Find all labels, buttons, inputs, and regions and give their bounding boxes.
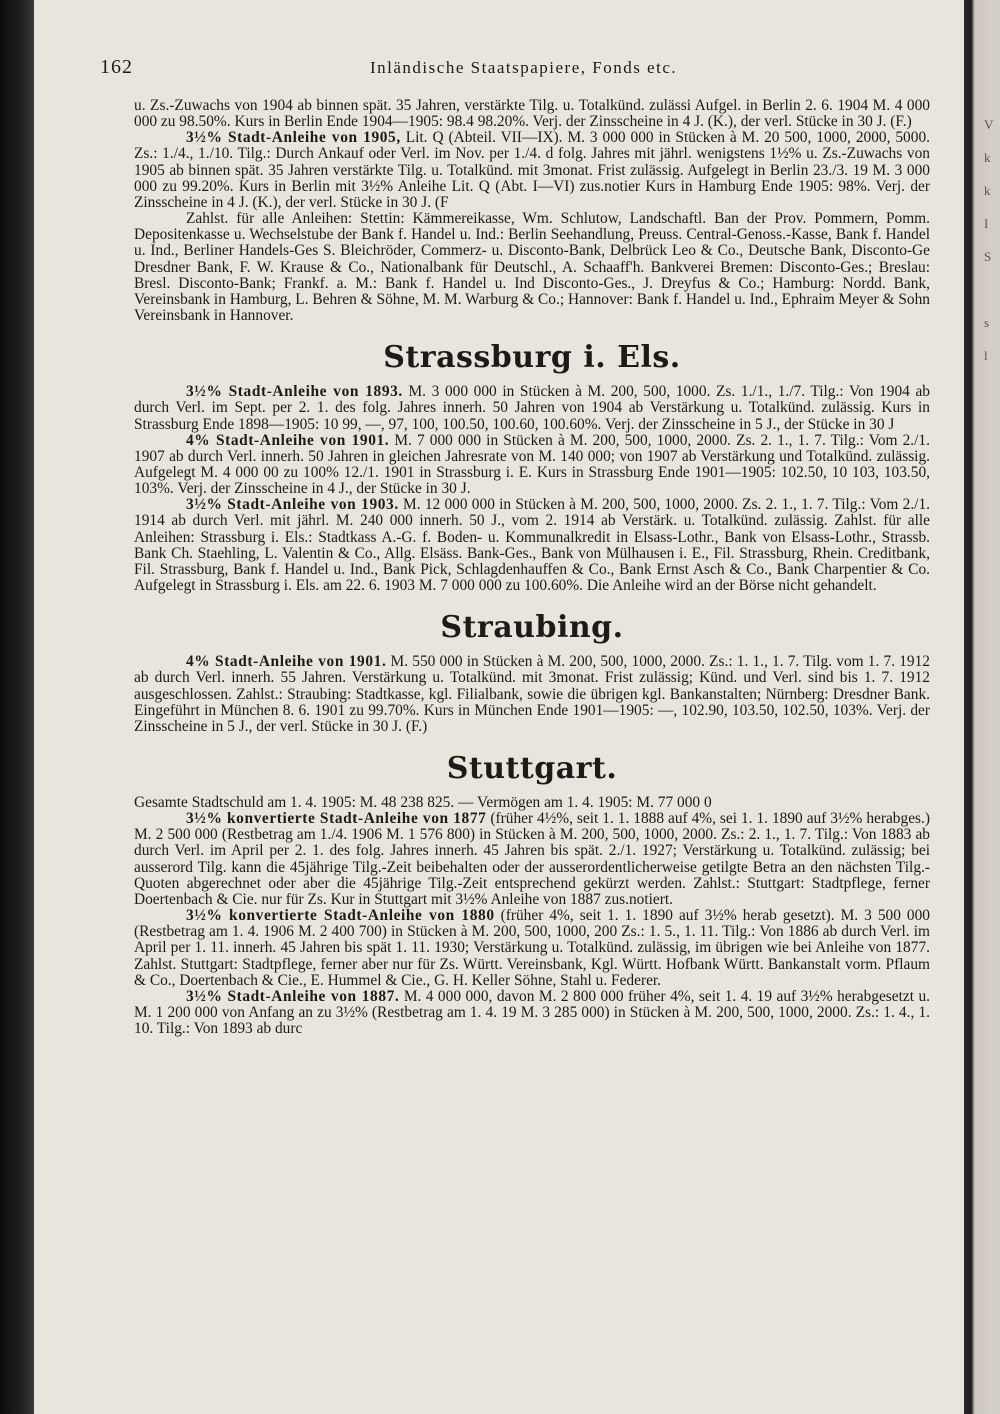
loan-text: M. 12 000 000 in Stücken à M. 200, 500, 1000, 2000. Zs. 2. 1., 1. 7. Tilg.: Vom 2./1. 1914 ab durch Verl. mit jährl. M. 240 000 innerh. 50 J., vom 2. 1914 ab Verstärk. u. Totalkünd. zulässig. Zahlst. für alle Anleihen: Strassburg i. Els.: Stadtkass A.-G. f. Boden- u. Kommunalkredit in Elsass-Lothr., Bank von Elsass-Lothr., Strassb. Bank Ch. Staehling, L. Valentin & Co., Allg. Elsäss. Bank-Ges., Bank von Mülhausen i. E., Fil. Strassburg, Rhein. Creditbank, Fil. Strassburg, Bank f. Handel u. Ind., Bank Pick, Schlagdenhauffen & Co., Bank Ernst Asch & Co., Bank Charpentier & Co. Aufgelegt in Strassburg i. Els. am 22. 6. 1903 M. 7 000 000 zu 100.60%. Die Anleihe wird an der Börse nicht gehandelt. — [134, 496, 930, 595]
section-stuttgart — [134, 753, 930, 1037]
loan-text: (früher 4%, seit 1. 1. 1890 auf 3½% herab gesetzt). M. 3 500 000 (Restbetrag am 1. 4. 1906 M. 2 400 700) in Stücken à M. 200, 500, 1000, 200 Zs.: 1. 5., 1. 11. Tilg.: Von 1886 ab durch Verl. im April per 1. 11. innerh. 45 Jahren bis spät 1. 11. 1930; Verstärkung u. Totalkünd. zulässig, im übrigen wie bei Anleihe von 1877. Zahlst. Stuttgart: Stadtpflege, ferner aber nur für Zs. Württ. Vereinsbank, Kgl. Württ. Hofbank Württ. Bankanstalt vorm. Pflaum & Co., Doertenbach & Cie., E. Hummel & Cie., G. H. Keller Söhne, Stahl u. Federer. — [134, 907, 930, 989]
loan-entry — [134, 908, 930, 989]
page-number: 162 — [100, 56, 133, 78]
loan-entry — [134, 384, 930, 432]
loan-heading: 3½% konvertierte Stadt-Anleihe von 1877 — [186, 810, 487, 828]
section-straubing — [134, 612, 930, 735]
loan-text: M. 550 000 in Stücken à M. 200, 500, 1000, 2000. Zs.: 1. 1., 1. 7. Tilg. vom 1. 7. 1912 ab durch Verl. innerh. 55 Jahren. Verstärkung u. Totalkünd. mit 3monat. Frist zulässig; Künd. und Verl. sind bis 1. 7. 1912 ausgeschlossen. Zahlst.: Straubing: Stadtkasse, kgl. Filialbank, sowie die übrigen kgl. Bankanstalten; Nürnberg: Dresdner Bank. Eingeführt in München 8. 6. 1901 zu 99.70%. Kurs in München Ende 1901—1905: —, 102.90, 103.50, 102.50, 103%. Verj. der Zinsscheine in 5 J., der verl. Stücke in 30 J. (F.) — [134, 653, 930, 735]
loan-entry — [134, 433, 930, 498]
city-heading: Straubing. — [440, 610, 624, 646]
adjacent-page-letters: V k k I S s l — [984, 117, 994, 363]
book-gutter-shadow — [0, 0, 34, 1414]
loan-heading: 4% Stadt-Anleihe von 1901. — [186, 653, 387, 671]
loan-entry — [134, 497, 930, 594]
paying-agents-paragraph: Zahlst. für alle Anleihen: Stettin: Kämmereikasse, Wm. Schlutow, Landschaftl. Ban der Prov. Pommern, Pomm. Depositenkasse u. Wechselstube der Bank f. Handel u. Ind.: Berlin Seehandlung, Preuss. Central-Genoss.-Kasse, Bank f. Handel u. Ind., Berliner Handels-Ges S. Bleichröder, Commerz- u. Disconto-Bank, Delbrück Leo & Co., Deutsche Bank, Disconto-Ge Dresdner Bank, F. W. Krause & Co., Nationalbank für Deutschl., A. Schaaff'h. Bankverei Bremen: Disconto-Ges.; Breslau: Bresl. Disconto-Bank; Frankf. a. M.: Bank f. Handel u. Ind Disconto-Ges., J. Dreyfus & Co.; Hamburg: Nordd. Bank, Vereinsbank in Hamburg, L. Behren & Söhne, M. M. Warburg & Co.; Hannover: Bank f. Handel u. Ind., Ephraim Meyer & Sohn Vereinsbank in Hannover. — [134, 210, 930, 325]
loan-heading: 3½% Stadt-Anleihe von 1893. — [186, 383, 403, 401]
running-head — [100, 56, 930, 80]
city-heading: Strassburg i. Els. — [383, 340, 681, 376]
loan-heading: 4% Stadt-Anleihe von 1901. — [186, 431, 390, 449]
loan-entry — [134, 811, 930, 908]
loan-heading: 3½% Stadt-Anleihe von 1905, — [186, 129, 401, 147]
text-column — [134, 98, 930, 1037]
city-summary: Gesamte Stadtschuld am 1. 4. 1905: M. 48 238 825. — Vermögen am 1. 4. 1905: M. 77 000 0 — [134, 794, 712, 811]
loan-entry — [134, 654, 930, 735]
intro-paragraph: u. Zs.-Zuwachs von 1904 ab binnen spät. 35 Jahren, verstärkte Tilg. u. Totalkünd. zulässi Aufgel. in Berlin 2. 6. 1904 M. 4 000 000 zu 98.50%. Kurs in Berlin Ende 1904—1905: 98.4 98.20%. Verj. der Zinsscheine in 4 J. (K.), der verl. Stücke in 30 J. (F.) — [134, 97, 930, 131]
loan-text: M. 3 000 000 in Stücken à M. 200, 500, 1000. Zs. 1./1., 1./7. Tilg.: Von 1904 ab durch Verl. im Sept. per 2. 1. des folg. Jahres innerh. 50 Jahren von 1904 ab Verstärkung u. Totalkünd. zulässig. Kurs in Strassburg Ende 1898—1905: 10 99, —, 97, 100, 100.50, 100.60, 100.60%. Verj. der Zinsscheine in 5 J., der Stücke in 30 J — [134, 383, 931, 433]
loan-heading: 3½% Stadt-Anleihe von 1903. — [186, 496, 399, 514]
loan-text: Lit. Q (Abteil. VII—IX). M. 3 000 000 in Stücken à M. 20 500, 1000, 2000, 5000. Zs.: 1./4., 1./10. Tilg.: Durch Ankauf oder Verl. im Nov. per 1./4. d folg. Jahres mit jährl. wenigstens 1½% u. Zs.-Zuwachs von 1905 ab binnen spät. 35 Jahren verstärkte Tilg. u. Totalkünd. mit 3monat. Frist zulässig. Aufgelegt in Berlin 23./3. 19 M. 3 000 000 zu 99.20%. Kurs in Berlin mit 3½% Anleihe Lit. Q (Abt. I—VI) zus.notier Kurs in Hamburg Ende 1905: 98%. Verj. der Zinsscheine in 4 J. (K.), der verl. Stücke in 30 J. (F — [134, 129, 930, 211]
loan-entry — [134, 989, 930, 1037]
running-title: Inländische Staatspapiere, Fonds etc. — [370, 58, 678, 77]
loan-heading: 3½% konvertierte Stadt-Anleihe von 1880 — [186, 907, 495, 925]
loan-heading: 3½% Stadt-Anleihe von 1887. — [186, 987, 400, 1005]
city-heading: Stuttgart. — [446, 751, 618, 786]
loan-text: M. 4 000 000, davon M. 2 800 000 früher 4%, seit 1. 4. 19 auf 3½% herabgesetzt u. M. 1 200 000 von Anfang an zu 3½% (Restbetrag am 1. 4. 19 M. 3 285 000) in Stücken à M. 200, 500, 1000, 2000. Zs.: 1. 4., 1. 10. Tilg.: Von 1893 ab durc — [134, 987, 930, 1038]
section-strassburg — [134, 342, 930, 594]
loan-text: M. 7 000 000 in Stücken à M. 200, 500, 1000, 2000. Zs. 2. 1., 1. 7. Tilg.: Vom 2./1. 1907 ab durch Verl. innerh. 50 Jahren in gleichen Jahresrate von M. 140 000; von 1907 ab Verstärkung und Totalkünd. zulässig. Aufgelegt M. 4 000 00 zu 100% 12./1. 1901 in Strassburg i. E. Kurs in Strassburg Ende 1901—1905: 102.50, 10 103, 103.50, 103%. Verj. der Zinsscheine in 4 J., der Stücke in 30 J. — [134, 431, 930, 498]
loan-text: (früher 4½%, seit 1. 1. 1888 auf 4%, sei 1. 1. 1890 auf 3½% herabges.) M. 2 500 000 (Restbetrag am 1./4. 1906 M. 1 576 800) in Stücken à M. 200, 500, 1000, 2000. Zs.: 2. 1., 1. 7. Tilg.: Von 1883 ab durch Verl. im April per 2. 1. des folg. Jahres innerh. 45 Jahren bis spät. 2./1. 1927; Verstärkung u. Totalkünd. zulässig; bei ausserord Tilg. kann die 45jährige Tilg.-Zeit beibehalten oder der ausserordentlicherweise getilgte Betra an den nächsten Tilg.-Quoten abgerechnet oder aber die 45jährige Tilg.-Zeit entsprechend gekürzt werden. Zahlst.: Stuttgart: Stadtpflege, ferner Doertenbach & Cie. nur für Zs. Kur in Stuttgart mit 3½% Anleihe von 1887 zus.notiert. — [134, 810, 930, 908]
loan-entry — [134, 130, 930, 211]
